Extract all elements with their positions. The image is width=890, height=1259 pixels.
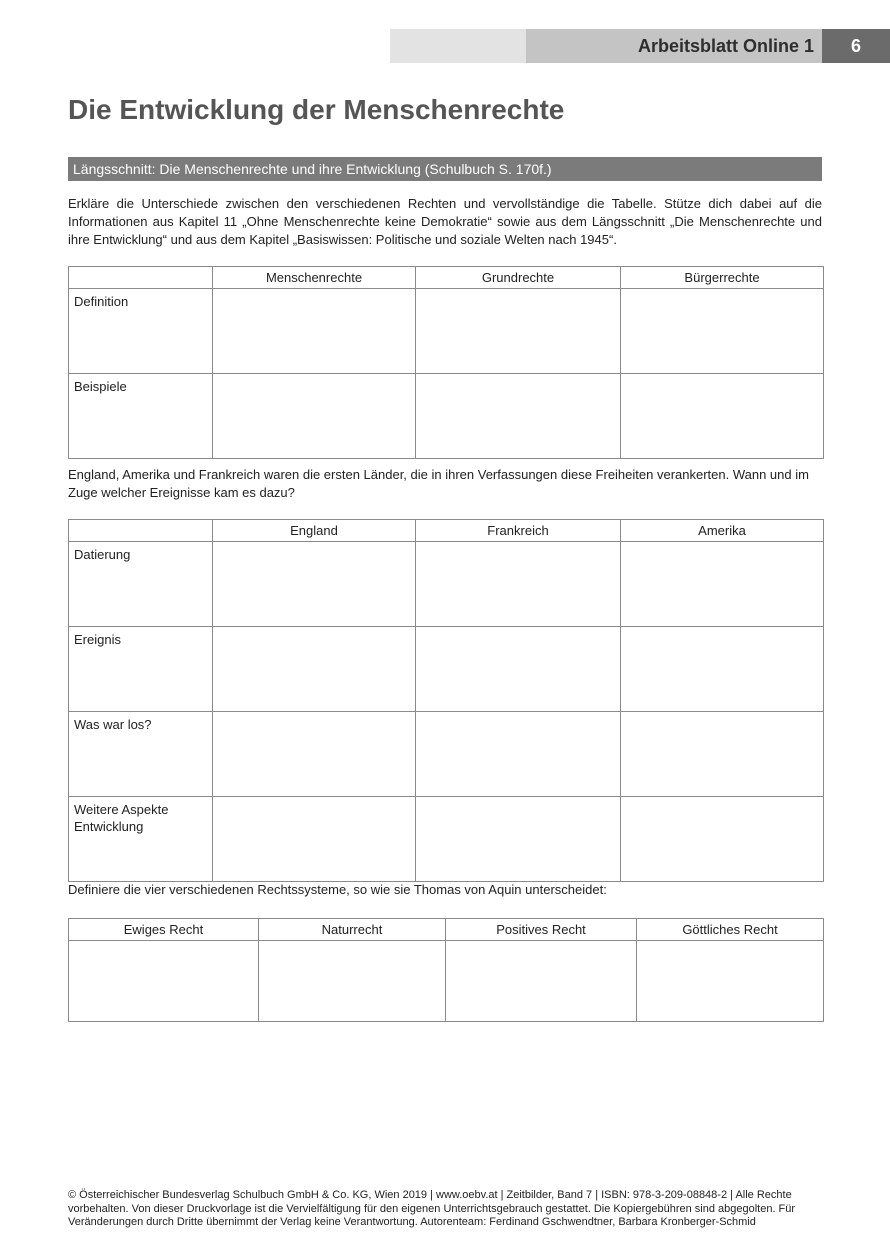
answer-cell[interactable] xyxy=(213,289,416,374)
page-number: 6 xyxy=(850,35,861,56)
row-label: Beispiele xyxy=(69,374,213,459)
header-bar-light xyxy=(390,29,526,63)
answer-cell[interactable] xyxy=(446,941,637,1022)
answer-cell[interactable] xyxy=(213,712,416,797)
answer-cell[interactable] xyxy=(416,542,621,627)
table-row xyxy=(69,797,824,882)
answer-cell[interactable] xyxy=(416,289,621,374)
table-header-cell: Menschenrechte xyxy=(213,267,416,289)
legal-systems-table xyxy=(68,918,824,1022)
row-label: Weitere Aspekte Entwicklung xyxy=(69,797,213,882)
copyright-footer: © Österreichischer Bundesverlag Schulbuch GmbH & Co. KG, Wien 2019 | www.oebv.at | Zeitbilder, Band 7 | ISBN: 978-3-209-08848-2 | Alle Rechte vorbehalten. Von dieser Druckvorlage ist die Vervielfältigung für den eigenen Unterrichtsgebrauch gestattet. Die Kopiergebühren sind abgegolten. Für Veränderungen durch Dritte übernimmt der Verlag keine Verantwortung. Autorenteam: Ferdinand Gschwendtner, Barbara Kronberger-Schmid xyxy=(68,1189,796,1228)
table-row xyxy=(69,542,824,627)
answer-cell[interactable] xyxy=(637,941,824,1022)
table-header-cell: Göttliches Recht xyxy=(637,919,824,941)
section-heading-bar xyxy=(68,157,822,181)
row-label: Datierung xyxy=(69,542,213,627)
row-label: Definition xyxy=(69,289,213,374)
table-row xyxy=(69,941,824,1022)
answer-cell[interactable] xyxy=(621,374,824,459)
table-header-row xyxy=(69,919,824,941)
page-number-box xyxy=(822,29,890,63)
answer-cell[interactable] xyxy=(213,374,416,459)
answer-cell[interactable] xyxy=(621,542,824,627)
table-header-cell: Positives Recht xyxy=(446,919,637,941)
table-row xyxy=(69,374,824,459)
row-label: Was war los? xyxy=(69,712,213,797)
table-header-cell xyxy=(69,267,213,289)
header-bar xyxy=(526,29,822,63)
table-row xyxy=(69,712,824,797)
answer-cell[interactable] xyxy=(213,542,416,627)
answer-cell[interactable] xyxy=(259,941,446,1022)
table-header-cell xyxy=(69,520,213,542)
table-header-row xyxy=(69,520,824,542)
table-header-cell: Grundrechte xyxy=(416,267,621,289)
answer-cell[interactable] xyxy=(416,712,621,797)
row-label: Ereignis xyxy=(69,627,213,712)
table-header-row xyxy=(69,267,824,289)
worksheet-label: Arbeitsblatt Online 1 xyxy=(637,35,814,56)
section-heading: Längsschnitt: Die Menschenrechte und ihre Entwicklung (Schulbuch S. 170f.) xyxy=(73,161,552,177)
answer-cell[interactable] xyxy=(416,627,621,712)
countries-table xyxy=(68,519,824,882)
table-header-cell: Bürgerrechte xyxy=(621,267,824,289)
table-row xyxy=(69,289,824,374)
table-header-cell: Naturrecht xyxy=(259,919,446,941)
answer-cell[interactable] xyxy=(621,712,824,797)
answer-cell[interactable] xyxy=(621,627,824,712)
answer-cell[interactable] xyxy=(69,941,259,1022)
task3-instructions: Definiere die vier verschiedenen Rechtssysteme, so wie sie Thomas von Aquin unterscheidet: xyxy=(68,882,607,897)
rights-table xyxy=(68,266,824,459)
answer-cell[interactable] xyxy=(621,797,824,882)
answer-cell[interactable] xyxy=(621,289,824,374)
table-row xyxy=(69,627,824,712)
table-header-cell: England xyxy=(213,520,416,542)
task2-instructions: England, Amerika und Frankreich waren die ersten Länder, die in ihren Verfassungen diese Freiheiten verankerten. Wann und im Zuge welcher Ereignisse kam es dazu? xyxy=(68,467,809,500)
answer-cell[interactable] xyxy=(416,797,621,882)
answer-cell[interactable] xyxy=(213,627,416,712)
answer-cell[interactable] xyxy=(213,797,416,882)
table-header-cell: Amerika xyxy=(621,520,824,542)
answer-cell[interactable] xyxy=(416,374,621,459)
page-title: Die Entwicklung der Menschenrechte xyxy=(68,94,565,125)
table-header-cell: Ewiges Recht xyxy=(69,919,259,941)
table-header-cell: Frankreich xyxy=(416,520,621,542)
task1-instructions: Erkläre die Unterschiede zwischen den verschiedenen Rechten und vervollständige die Tabelle. Stütze dich dabei auf die Informationen aus Kapitel 11 „Ohne Menschenrechte keine Demokratie“ sowie aus dem Längsschnitt „Die Menschenrechte und ihre Entwicklung“ und aus dem Kapitel „Basiswissen: Politische und soziale Welten nach 1945“. xyxy=(68,196,822,247)
